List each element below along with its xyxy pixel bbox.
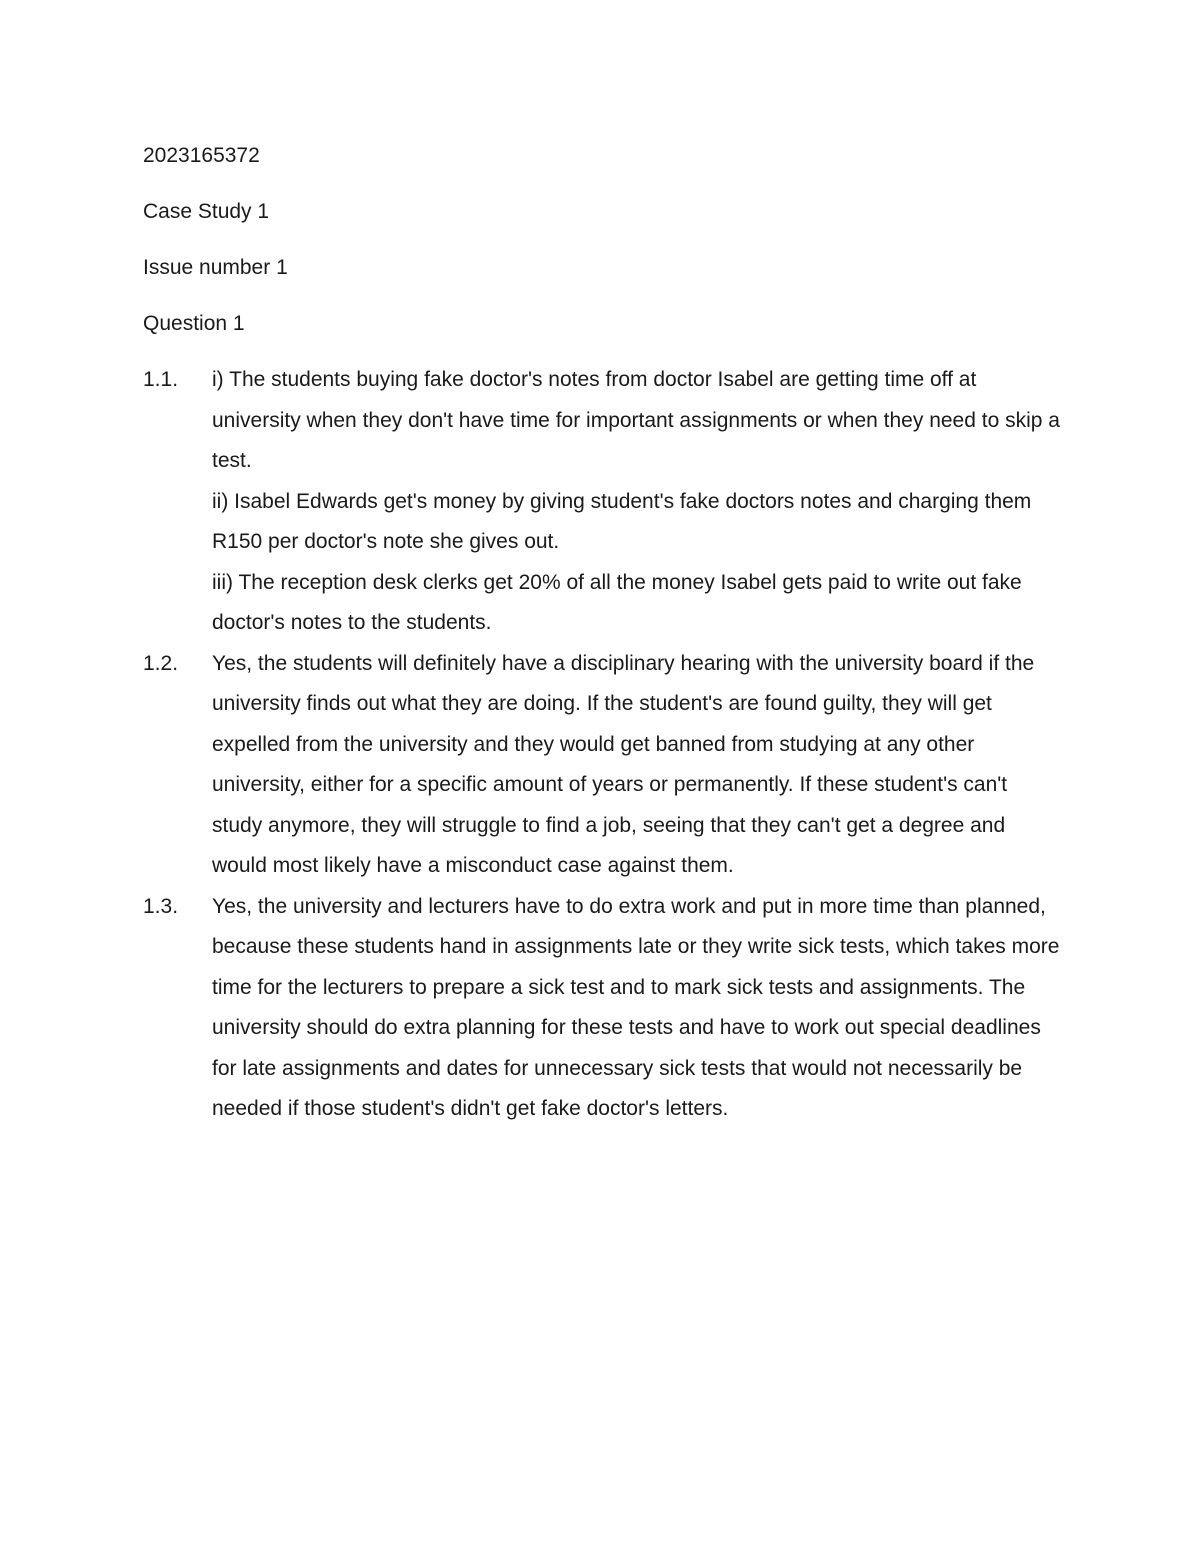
answer-body bbox=[212, 360, 1063, 644]
document-content bbox=[143, 136, 1063, 1130]
answer-body bbox=[212, 644, 1063, 887]
answer-paragraph: i) The students buying fake doctor's notes from doctor Isabel are getting time off at university when they don't have time for important assignments or when they need to skip a test. bbox=[212, 368, 1060, 472]
answer-item bbox=[143, 887, 1063, 1130]
answer-list bbox=[143, 360, 1063, 1130]
answer-item bbox=[143, 644, 1063, 887]
answer-number: 1.2. bbox=[143, 651, 179, 675]
answer-number: 1.3. bbox=[143, 894, 179, 918]
answer-paragraph: ii) Isabel Edwards get's money by giving student's fake doctors notes and charging them R150 per doctor's note she gives out. bbox=[212, 489, 1032, 553]
answer-paragraph: iii) The reception desk clerks get 20% of all the money Isabel gets paid to write out fake doctor's notes to the students. bbox=[212, 570, 1022, 634]
issue-heading: Issue number 1 bbox=[143, 256, 288, 279]
question-heading: Question 1 bbox=[143, 312, 245, 335]
answer-number: 1.1. bbox=[143, 368, 179, 391]
student-number: 2023165372 bbox=[143, 144, 260, 167]
case-study-heading: Case Study 1 bbox=[143, 200, 270, 223]
answer-body bbox=[212, 887, 1063, 1130]
answer-paragraph: Yes, the university and lecturers have to do extra work and put in more time than planned, because these students hand in assignments late or they write sick tests, which takes more time for the lecturers to prepare a sick test and to mark sick tests and assignments. The university should do extra planning for these tests and have to work out special deadlines for late assignments and dates for unnecessary sick tests that would not necessarily be needed if those student's didn't get fake doctor's letters. bbox=[212, 894, 1060, 1120]
answer-paragraph: Yes, the students will definitely have a disciplinary hearing with the university board if the university finds out what they are doing. If the student's are found guilty, they will get expelled from the university and they would get banned from studying at any other university, either for a specific amount of years or permanently. If these student's can't study anymore, they will struggle to find a job, seeing that they can't get a degree and would most likely have a misconduct case against them. bbox=[212, 651, 1035, 877]
answer-item bbox=[143, 360, 1063, 644]
